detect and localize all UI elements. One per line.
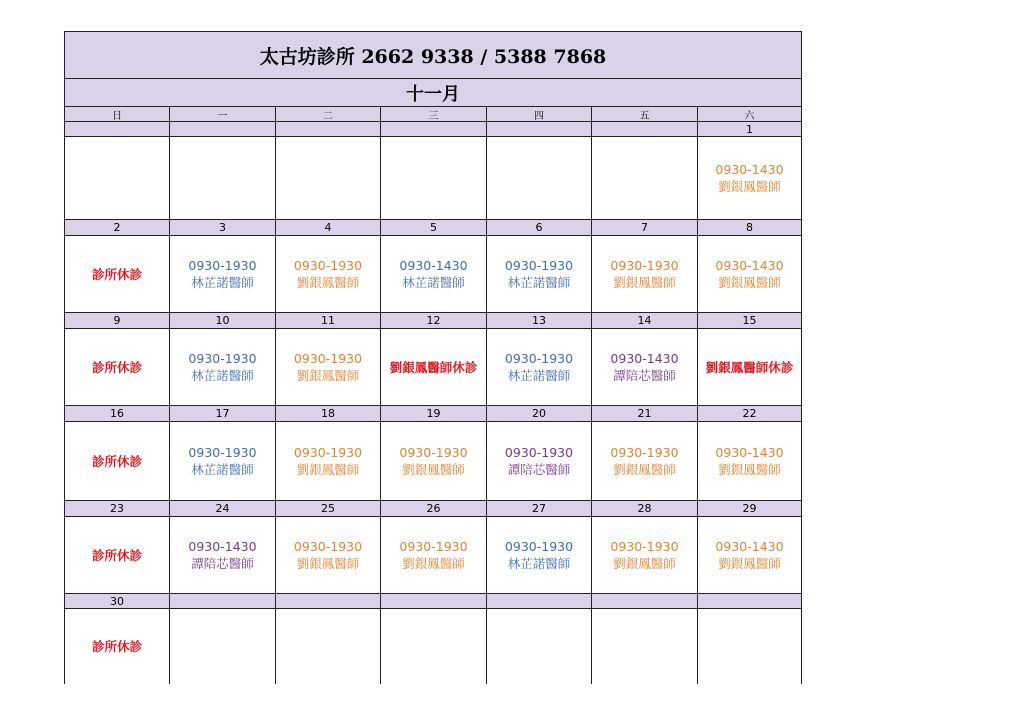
day-cell xyxy=(592,422,698,501)
hours-text: 0930-1930 xyxy=(188,445,257,460)
day-cell xyxy=(487,422,592,501)
date-number: 22 xyxy=(698,406,801,422)
date-number xyxy=(592,122,698,137)
closure-note: 診所休診 xyxy=(91,639,142,654)
weekday-header: 五 xyxy=(592,107,698,122)
date-number xyxy=(170,594,276,609)
doctor-name: 劉銀鳳醫師 xyxy=(718,275,781,290)
date-number: 28 xyxy=(592,501,698,517)
date-number xyxy=(381,122,487,137)
hours-text: 0930-1430 xyxy=(715,539,784,554)
day-cell xyxy=(170,329,276,406)
doctor-name: 劉銀鳳醫師 xyxy=(296,368,360,383)
date-number: 29 xyxy=(698,501,801,517)
date-number xyxy=(698,594,801,609)
day-cell xyxy=(487,236,592,313)
hours-text: 0930-1930 xyxy=(188,258,257,273)
closure-note: 診所休診 xyxy=(91,266,142,282)
closure-note: 劉銀鳳醫師休診 xyxy=(389,359,478,375)
day-cell xyxy=(276,236,381,313)
hours-text: 0930-1930 xyxy=(293,539,363,554)
day-cell xyxy=(381,236,487,313)
weekday-header: 六 xyxy=(698,107,801,122)
date-number xyxy=(65,122,170,137)
doctor-name: 劉銀鳳醫師 xyxy=(296,462,360,477)
date-number: 20 xyxy=(487,406,592,422)
hours-text: 0930-1930 xyxy=(504,445,574,460)
day-cell xyxy=(698,609,801,684)
doctor-name: 譚陪芯醫師 xyxy=(191,556,254,571)
date-number: 14 xyxy=(592,313,698,329)
closure-note: 劉銀鳳醫師休診 xyxy=(705,359,794,375)
day-cell xyxy=(698,236,801,313)
date-number: 18 xyxy=(276,406,381,422)
date-number: 24 xyxy=(170,501,276,517)
hours-text: 0930-1930 xyxy=(293,445,363,460)
date-number: 12 xyxy=(381,313,487,329)
date-number: 7 xyxy=(592,220,698,236)
hours-text: 0930-1930 xyxy=(610,445,679,460)
day-cell xyxy=(65,137,170,220)
day-cell xyxy=(487,137,592,220)
doctor-name: 譚陪芯醫師 xyxy=(613,368,676,383)
doctor-name: 林芷諾醫師 xyxy=(191,275,254,290)
doctor-name: 劉銀鳳醫師 xyxy=(296,275,360,290)
date-number: 11 xyxy=(276,313,381,329)
doctor-name: 林芷諾醫師 xyxy=(507,275,571,290)
hours-text: 0930-1430 xyxy=(188,539,257,554)
day-cell xyxy=(381,609,487,684)
closure-note: 診所休診 xyxy=(91,453,142,469)
day-cell xyxy=(487,329,592,406)
date-number: 6 xyxy=(487,220,592,236)
date-number: 5 xyxy=(381,220,487,236)
day-cell xyxy=(276,137,381,220)
hours-text: 0930-1430 xyxy=(715,445,784,460)
day-cell xyxy=(170,137,276,220)
calendar xyxy=(64,31,802,684)
day-cell xyxy=(276,517,381,594)
day-cell xyxy=(381,422,487,501)
hours-text: 0930-1930 xyxy=(293,351,363,366)
day-cell xyxy=(592,236,698,313)
doctor-name: 林芷諾醫師 xyxy=(507,368,571,383)
hours-text: 0930-1430 xyxy=(610,351,679,366)
day-cell xyxy=(170,422,276,501)
doctor-name: 劉銀鳳醫師 xyxy=(613,462,676,477)
doctor-name: 劉銀鳳醫師 xyxy=(402,556,465,571)
day-cell xyxy=(487,609,592,684)
doctor-name: 林芷諾醫師 xyxy=(507,556,571,571)
day-cell xyxy=(592,609,698,684)
date-number: 19 xyxy=(381,406,487,422)
day-cell xyxy=(698,329,801,406)
day-cell xyxy=(65,329,170,406)
hours-text: 0930-1930 xyxy=(504,351,574,366)
day-cell xyxy=(276,422,381,501)
day-cell xyxy=(65,609,170,684)
doctor-name: 劉銀鳳醫師 xyxy=(402,462,465,477)
weekday-header: 二 xyxy=(276,107,381,122)
day-cell xyxy=(65,236,170,313)
day-cell xyxy=(698,137,801,220)
date-number: 8 xyxy=(698,220,801,236)
hours-text: 0930-1430 xyxy=(399,258,468,273)
hours-text: 0930-1930 xyxy=(293,258,363,273)
hours-text: 0930-1930 xyxy=(610,539,679,554)
day-cell xyxy=(592,329,698,406)
hours-text: 0930-1930 xyxy=(188,351,257,366)
doctor-name: 劉銀鳳醫師 xyxy=(718,179,781,194)
doctor-name: 劉銀鳳醫師 xyxy=(718,462,781,477)
date-number: 10 xyxy=(170,313,276,329)
doctor-name: 劉銀鳳醫師 xyxy=(613,556,676,571)
date-number xyxy=(276,122,381,137)
date-number: 16 xyxy=(65,406,170,422)
closure-note: 診所休診 xyxy=(91,547,142,563)
day-cell xyxy=(592,137,698,220)
date-number: 27 xyxy=(487,501,592,517)
day-cell xyxy=(65,517,170,594)
doctor-name: 劉銀鳳醫師 xyxy=(296,556,360,571)
date-number: 30 xyxy=(65,594,170,609)
month-title: 十一月 xyxy=(65,79,801,107)
weekday-header: 四 xyxy=(487,107,592,122)
date-number: 1 xyxy=(698,122,801,137)
date-number: 23 xyxy=(65,501,170,517)
date-number: 3 xyxy=(170,220,276,236)
day-cell xyxy=(487,517,592,594)
date-number xyxy=(487,594,592,609)
day-cell xyxy=(65,422,170,501)
date-number: 15 xyxy=(698,313,801,329)
date-number: 21 xyxy=(592,406,698,422)
date-number: 4 xyxy=(276,220,381,236)
date-number: 2 xyxy=(65,220,170,236)
date-number xyxy=(276,594,381,609)
hours-text: 0930-1930 xyxy=(504,539,574,554)
doctor-name: 林芷諾醫師 xyxy=(191,368,254,383)
day-cell xyxy=(276,609,381,684)
weekday-header: 一 xyxy=(170,107,276,122)
date-number xyxy=(170,122,276,137)
doctor-name: 林芷諾醫師 xyxy=(402,275,465,290)
date-number xyxy=(381,594,487,609)
date-number: 17 xyxy=(170,406,276,422)
hours-text: 0930-1930 xyxy=(610,258,679,273)
day-cell xyxy=(592,517,698,594)
day-cell xyxy=(381,329,487,406)
weekday-header: 日 xyxy=(65,107,170,122)
day-cell xyxy=(170,236,276,313)
day-cell xyxy=(170,609,276,684)
hours-text: 0930-1930 xyxy=(399,539,468,554)
day-cell xyxy=(698,422,801,501)
hours-text: 0930-1430 xyxy=(715,258,784,273)
doctor-name: 譚陪芯醫師 xyxy=(507,462,571,477)
doctor-name: 林芷諾醫師 xyxy=(191,462,254,477)
date-number: 9 xyxy=(65,313,170,329)
day-cell xyxy=(698,517,801,594)
date-number: 26 xyxy=(381,501,487,517)
hours-text: 0930-1930 xyxy=(399,445,468,460)
date-number xyxy=(487,122,592,137)
hours-text: 0930-1930 xyxy=(504,258,574,273)
day-cell xyxy=(381,137,487,220)
clinic-title: 太古坊診所 2662 9338 / 5388 7868 xyxy=(65,32,801,79)
weekday-header: 三 xyxy=(381,107,487,122)
closure-note: 診所休診 xyxy=(91,359,142,375)
date-number: 13 xyxy=(487,313,592,329)
hours-text: 0930-1430 xyxy=(715,162,784,177)
doctor-name: 劉銀鳳醫師 xyxy=(718,556,781,571)
day-cell xyxy=(381,517,487,594)
date-number: 25 xyxy=(276,501,381,517)
doctor-name: 劉銀鳳醫師 xyxy=(613,275,676,290)
date-number xyxy=(592,594,698,609)
day-cell xyxy=(276,329,381,406)
day-cell xyxy=(170,517,276,594)
